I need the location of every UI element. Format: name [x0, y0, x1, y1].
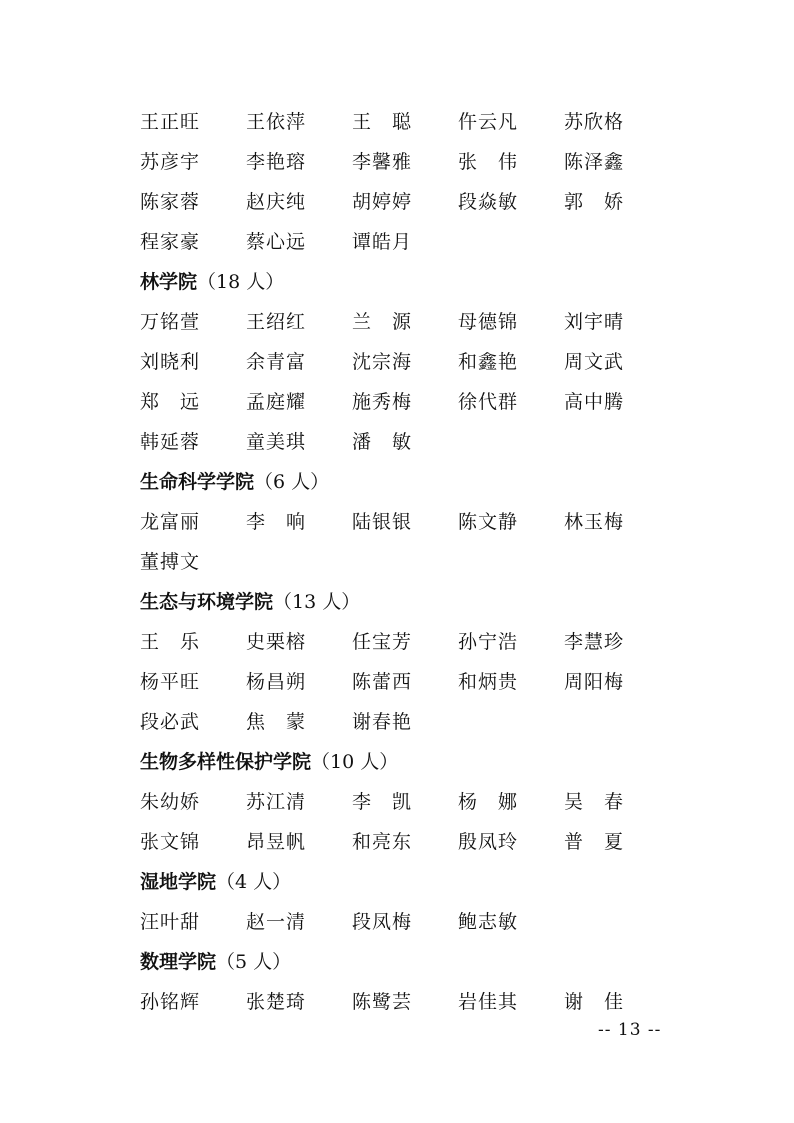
person-name: 王正旺: [140, 110, 201, 133]
name-row: [140, 820, 700, 860]
person-name: 和亮东: [352, 830, 413, 853]
person-name: 孙宁浩: [458, 630, 519, 653]
person-name: 普 夏: [564, 830, 625, 853]
person-name: 施秀梅: [352, 390, 413, 413]
person-name: 杨昌朔: [246, 670, 307, 693]
name-row: [140, 780, 700, 820]
person-name: 杨平旺: [140, 670, 201, 693]
person-name: 刘宇晴: [564, 310, 625, 333]
college-count: （10 人）: [311, 750, 399, 773]
person-name: 童美琪: [246, 430, 307, 453]
person-name: 赵庆纯: [246, 190, 307, 213]
college-count: （5 人）: [216, 950, 292, 973]
college-heading: [140, 940, 700, 980]
person-name: 史栗榕: [246, 630, 307, 653]
college-name: 生命科学学院: [140, 470, 255, 493]
name-row: [140, 660, 700, 700]
person-name: 岩佳其: [458, 990, 519, 1013]
name-row: [140, 420, 700, 460]
person-name: 赵一清: [246, 910, 307, 933]
person-name: 兰 源: [352, 310, 413, 333]
person-name: 和炳贵: [458, 670, 519, 693]
person-name: 程家豪: [140, 230, 201, 253]
college-heading: [140, 460, 700, 500]
person-name: 和鑫艳: [458, 350, 519, 373]
person-name: 陈蕾西: [352, 670, 413, 693]
person-name: 沈宗海: [352, 350, 413, 373]
name-row: [140, 380, 700, 420]
person-name: 焦 蒙: [246, 710, 307, 733]
name-row: [140, 540, 700, 580]
person-name: 郭 娇: [564, 190, 625, 213]
person-name: 王 乐: [140, 630, 201, 653]
person-name: 李慧珍: [564, 630, 625, 653]
person-name: 任宝芳: [352, 630, 413, 653]
person-name: 郑 远: [140, 390, 201, 413]
person-name: 王依萍: [246, 110, 307, 133]
person-name: 蔡心远: [246, 230, 307, 253]
person-name: 王 聪: [352, 110, 413, 133]
person-name: 刘晓利: [140, 350, 201, 373]
person-name: 杨 娜: [458, 790, 519, 813]
person-name: 汪叶甜: [140, 910, 201, 933]
person-name: 张 伟: [458, 150, 519, 173]
name-row: [140, 700, 700, 740]
person-name: 段必武: [140, 710, 201, 733]
college-count: （4 人）: [216, 870, 292, 893]
college-heading: [140, 580, 700, 620]
person-name: 李馨雅: [352, 150, 413, 173]
college-count: （6 人）: [254, 470, 330, 493]
person-name: 鲍志敏: [458, 910, 519, 933]
person-name: 李 响: [246, 510, 307, 533]
person-name: 朱幼娇: [140, 790, 201, 813]
college-name: 生物多样性保护学院: [140, 750, 312, 773]
person-name: 万铭萱: [140, 310, 201, 333]
college-count: （13 人）: [273, 590, 361, 613]
person-name: 徐代群: [458, 390, 519, 413]
college-name: 生态与环境学院: [140, 590, 274, 613]
name-row: [140, 140, 700, 180]
person-name: 苏彦宇: [140, 150, 201, 173]
person-name: 董搏文: [140, 550, 201, 573]
person-name: 苏欣格: [564, 110, 625, 133]
person-name: 孟庭耀: [246, 390, 307, 413]
person-name: 昂昱帆: [246, 830, 307, 853]
award-name-list: [140, 100, 700, 1020]
person-name: 段焱敏: [458, 190, 519, 213]
name-row: [140, 500, 700, 540]
person-name: 韩延蓉: [140, 430, 201, 453]
person-name: 母德锦: [458, 310, 519, 333]
college-count: （18 人）: [197, 270, 285, 293]
person-name: 胡婷婷: [352, 190, 413, 213]
college-name: 湿地学院: [140, 870, 217, 893]
person-name: 龙富丽: [140, 510, 201, 533]
college-heading: [140, 860, 700, 900]
person-name: 谢春艳: [352, 710, 413, 733]
person-name: 张文锦: [140, 830, 201, 853]
name-row: [140, 980, 700, 1020]
name-row: [140, 900, 700, 940]
name-row: [140, 180, 700, 220]
person-name: 王绍红: [246, 310, 307, 333]
college-name: 数理学院: [140, 950, 217, 973]
name-row: [140, 220, 700, 260]
person-name: 李 凯: [352, 790, 413, 813]
name-row: [140, 340, 700, 380]
person-name: 段凤梅: [352, 910, 413, 933]
college-heading: [140, 740, 700, 780]
person-name: 陈鹭芸: [352, 990, 413, 1013]
person-name: 殷凤玲: [458, 830, 519, 853]
person-name: 余青富: [246, 350, 307, 373]
person-name: 仵云凡: [458, 110, 519, 133]
person-name: 陈文静: [458, 510, 519, 533]
name-row: [140, 100, 700, 140]
person-name: 陈泽鑫: [564, 150, 625, 173]
person-name: 吴 春: [564, 790, 625, 813]
person-name: 周阳梅: [564, 670, 625, 693]
person-name: 陆银银: [352, 510, 413, 533]
college-heading: [140, 260, 700, 300]
person-name: 陈家蓉: [140, 190, 201, 213]
name-row: [140, 620, 700, 660]
person-name: 谢 佳: [564, 990, 625, 1013]
person-name: 潘 敏: [352, 430, 413, 453]
person-name: 周文武: [564, 350, 625, 373]
name-row: [140, 300, 700, 340]
person-name: 苏江清: [246, 790, 307, 813]
person-name: 谭皓月: [352, 230, 413, 253]
college-name: 林学院: [140, 270, 198, 293]
page-number: -- 13 --: [598, 1020, 662, 1040]
person-name: 孙铭辉: [140, 990, 201, 1013]
person-name: 高中腾: [564, 390, 625, 413]
person-name: 林玉梅: [564, 510, 625, 533]
person-name: 张楚琦: [246, 990, 307, 1013]
person-name: 李艳瑢: [246, 150, 307, 173]
